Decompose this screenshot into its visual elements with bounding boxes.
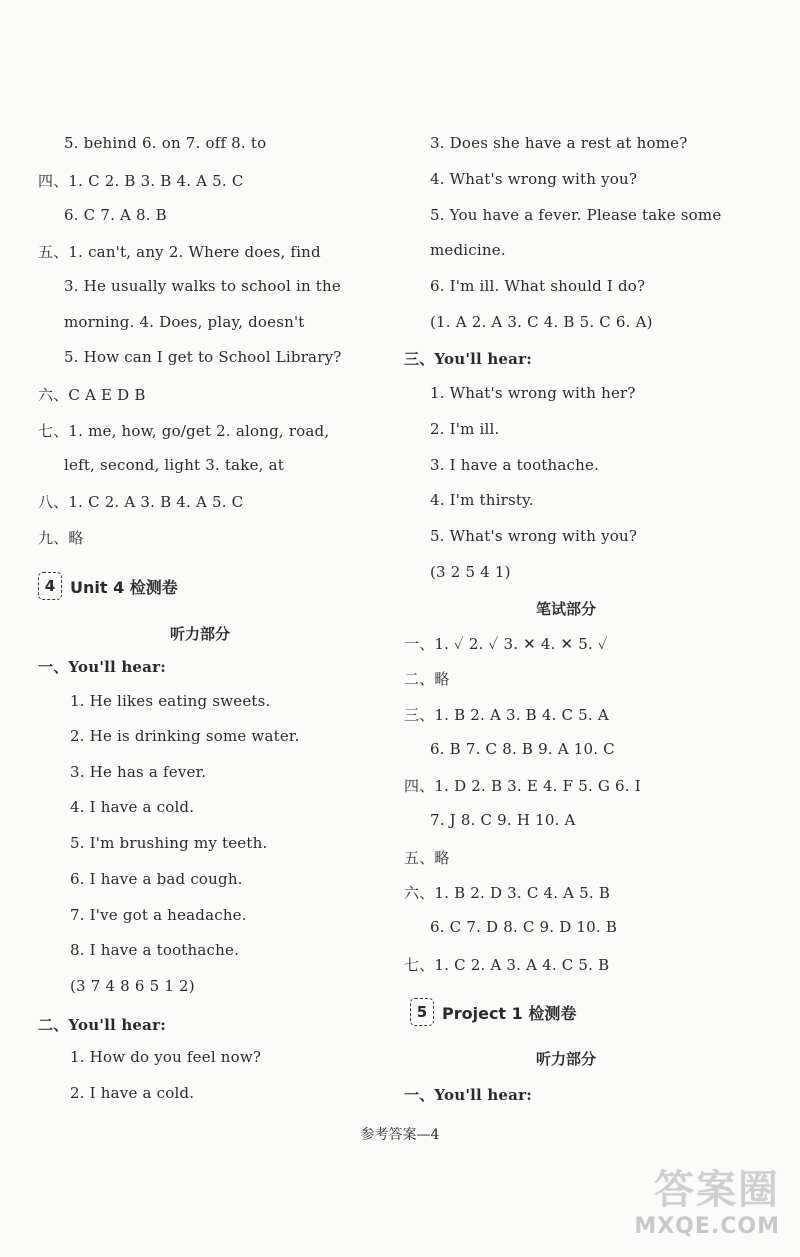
right-written-line-7: 五、略 [404,849,450,867]
left-sec1-item-4: 4. I have a cold. [70,798,195,816]
right-sec3-item-1: 1. What's wrong with her? [430,384,636,402]
left-listening-heading: 听力部分 [170,625,231,643]
right-written-line-10: 七、1. C 2. A 3. A 4. C 5. B [404,956,610,974]
left-line-8: 六、C A E D B [38,386,146,404]
left-sec2-item-1: 1. How do you feel now? [70,1048,262,1066]
left-line-10: left, second, light 3. take, at [64,456,284,474]
left-sec2-label: 二、You'll hear: [38,1016,166,1034]
left-sec2-item-2: 2. I have a cold. [70,1084,195,1102]
right-sec3-item-4: 4. I'm thirsty. [430,491,534,509]
right-line-3: 5. You have a fever. Please take some [430,206,722,224]
left-sec1-item-6: 6. I have a bad cough. [70,870,243,888]
right-sec1-label: 一、You'll hear: [404,1086,532,1104]
right-written-line-3: 三、1. B 2. A 3. B 4. C 5. A [404,706,609,724]
left-line-3: 6. C 7. A 8. B [64,206,167,224]
watermark-url: MXQE.COM [634,1214,780,1239]
left-line-9: 七、1. me, how, go/get 2. along, road, [38,422,330,440]
left-line-5: 3. He usually walks to school in the [64,277,341,295]
unit4-header [38,572,178,600]
left-sec1-item-3: 3. He has a fever. [70,763,207,781]
right-sec3-item-3: 3. I have a toothache. [430,456,600,474]
left-sec1-item-7: 7. I've got a headache. [70,906,247,924]
right-written-line-2: 二、略 [404,670,450,688]
right-written-line-4: 6. B 7. C 8. B 9. A 10. C [430,740,615,758]
left-line-6: morning. 4. Does, play, doesn't [64,313,305,331]
right-listening-heading: 听力部分 [536,1050,597,1068]
right-written-line-6: 7. J 8. C 9. H 10. A [430,811,576,829]
left-line-2: 四、1. C 2. B 3. B 4. A 5. C [38,172,244,190]
right-line-2: 4. What's wrong with you? [430,170,638,188]
right-line-1: 3. Does she have a rest at home? [430,134,688,152]
left-line-4: 五、1. can't, any 2. Where does, find [38,243,321,261]
left-line-1: 5. behind 6. on 7. off 8. to [64,134,267,152]
left-line-12: 九、略 [38,529,84,547]
unit5-header [410,998,576,1026]
left-sec1-item-1: 1. He likes eating sweets. [70,692,271,710]
left-sec1-label: 一、You'll hear: [38,658,166,676]
left-sec1-answer: (3 7 4 8 6 5 1 2) [70,977,195,995]
unit5-number-badge: 5 [410,998,434,1026]
right-written-line-9: 6. C 7. D 8. C 9. D 10. B [430,918,618,936]
right-sec3-answer: (3 2 5 4 1) [430,563,511,581]
unit4-number-badge: 4 [38,572,62,600]
page-footer: 参考答案—4 [360,1127,440,1143]
watermark-title: 答案圈 [654,1166,780,1213]
unit4-title: Unit 4 检测卷 [70,577,178,597]
right-sec3-item-5: 5. What's wrong with you? [430,527,638,545]
left-sec1-item-5: 5. I'm brushing my teeth. [70,834,268,852]
right-written-line-1: 一、1. ✓ 2. ✓ 3. ✕ 4. ✕ 5. ✓ [404,635,608,653]
left-sec1-item-2: 2. He is drinking some water. [70,727,300,745]
right-written-line-8: 六、1. B 2. D 3. C 4. A 5. B [404,884,611,902]
left-line-11: 八、1. C 2. A 3. B 4. A 5. C [38,493,244,511]
right-line-6: (1. A 2. A 3. C 4. B 5. C 6. A) [430,313,653,331]
right-line-5: 6. I'm ill. What should I do? [430,277,646,295]
right-sec3-label: 三、You'll hear: [404,350,532,368]
left-sec1-item-8: 8. I have a toothache. [70,941,240,959]
right-written-heading: 笔试部分 [536,600,597,618]
unit5-title: Project 1 检测卷 [442,1003,577,1023]
right-line-4: medicine. [430,241,506,259]
left-line-7: 5. How can I get to School Library? [64,348,342,366]
right-written-line-5: 四、1. D 2. B 3. E 4. F 5. G 6. I [404,777,641,795]
right-sec3-item-2: 2. I'm ill. [430,420,500,438]
